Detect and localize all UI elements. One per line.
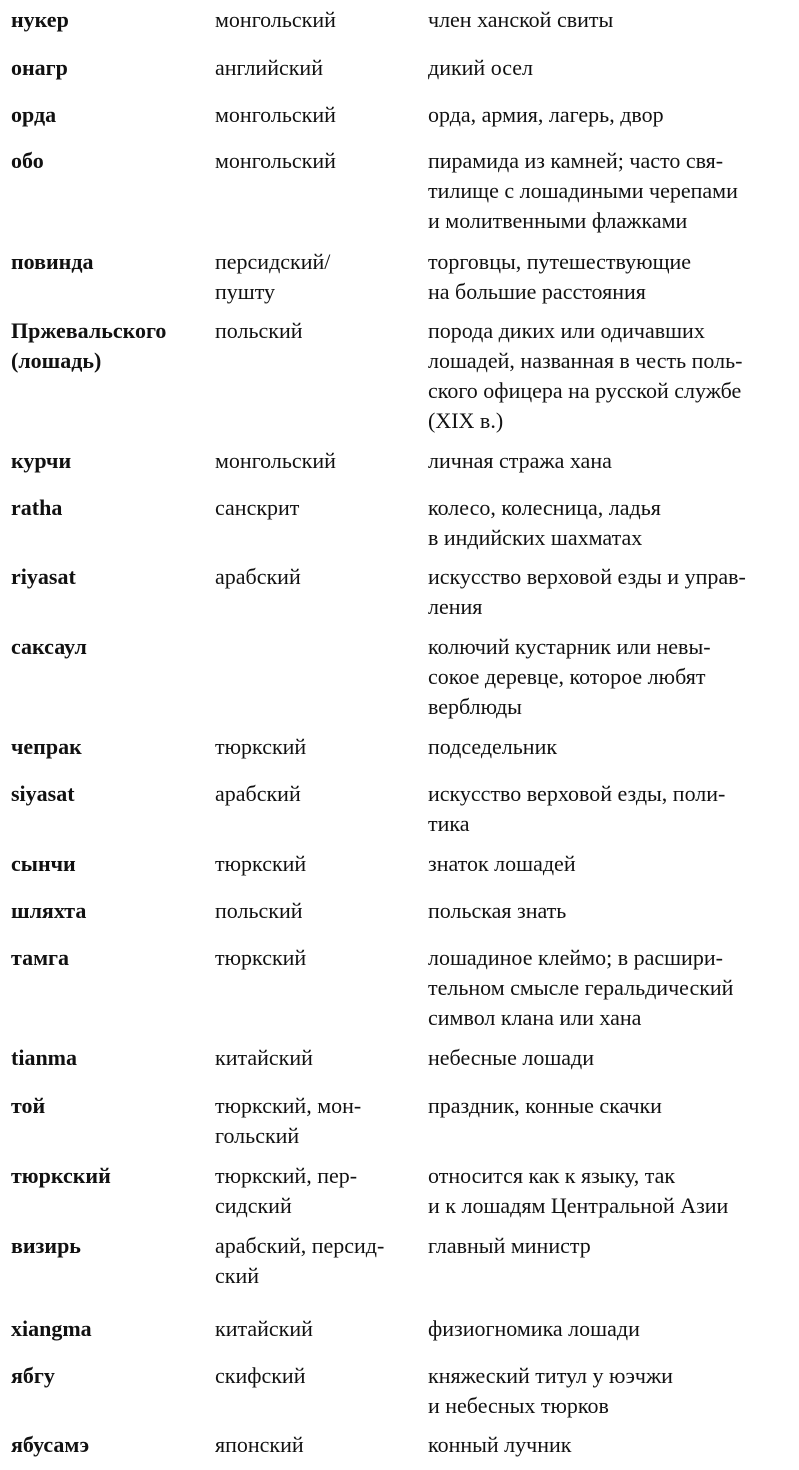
glossary-row	[11, 562, 791, 622]
definition: искусство верховой езды и управ- ления	[428, 564, 746, 619]
definition: порода диких или одичавших лошадей, названная в честь поль- ского офицера на русской службе (XIX в.)	[428, 318, 743, 433]
definition: польская знать	[428, 898, 567, 923]
term: сынчи	[11, 851, 76, 876]
language: арабский	[215, 781, 301, 806]
language: санскрит	[215, 495, 300, 520]
glossary-row	[11, 1231, 791, 1291]
definition: княжеский титул у юэчжи и небесных тюрков	[428, 1363, 673, 1418]
language: тюркский, мон- гольский	[215, 1093, 362, 1148]
language: тюркский	[215, 945, 307, 970]
definition: торговцы, путешествующие на большие расстояния	[428, 249, 692, 304]
definition: колесо, колесница, ладья в индийских шахматах	[428, 495, 661, 550]
glossary-row	[11, 943, 791, 1033]
language: арабский	[215, 564, 301, 589]
glossary-row	[11, 493, 791, 553]
term: онагр	[11, 55, 68, 80]
definition: член ханской свиты	[428, 7, 614, 32]
language: персидский/ пушту	[215, 249, 331, 304]
language: английский	[215, 55, 323, 80]
term: tianma	[11, 1045, 77, 1070]
glossary-row	[11, 53, 791, 83]
glossary-row	[11, 100, 791, 130]
definition: физиогномика лошади	[428, 1316, 640, 1341]
term: нукер	[11, 7, 69, 32]
language: монгольский	[215, 102, 336, 127]
glossary-row	[11, 632, 791, 722]
definition: праздник, конные скачки	[428, 1093, 662, 1118]
term: xiangma	[11, 1316, 92, 1341]
definition: главный министр	[428, 1233, 591, 1258]
glossary-row	[11, 849, 791, 879]
term: чепрак	[11, 734, 82, 759]
definition: небесные лошади	[428, 1045, 594, 1070]
glossary-row	[11, 896, 791, 926]
glossary-row	[11, 779, 791, 839]
definition: конный лучник	[428, 1432, 572, 1457]
definition: знаток лошадей	[428, 851, 576, 876]
term: курчи	[11, 448, 72, 473]
term: повинда	[11, 249, 94, 274]
definition: лошадиное клеймо; в расшири- тельном смысле геральдический символ клана или хана	[428, 945, 734, 1030]
definition: относится как к языку, так и к лошадям Центральной Азии	[428, 1163, 729, 1218]
term: тюркский	[11, 1163, 111, 1188]
definition: пирамида из камней; часто свя- тилище с лошадиными черепами и молитвенными флажками	[428, 148, 738, 233]
term: той	[11, 1093, 46, 1118]
language: тюркский, пер- сидский	[215, 1163, 358, 1218]
language: японский	[215, 1432, 304, 1457]
language: монгольский	[215, 148, 336, 173]
glossary-row	[11, 1043, 791, 1073]
glossary-row	[11, 1091, 791, 1151]
glossary-row	[11, 1430, 791, 1460]
language: монгольский	[215, 448, 336, 473]
glossary-row	[11, 732, 791, 762]
language: китайский	[215, 1316, 313, 1341]
language: китайский	[215, 1045, 313, 1070]
language	[215, 632, 428, 722]
language: арабский, персид- ский	[215, 1233, 385, 1288]
definition: подседельник	[428, 734, 558, 759]
glossary-row	[11, 5, 791, 35]
language: тюркский	[215, 734, 307, 759]
glossary-row	[11, 316, 791, 436]
language: тюркский	[215, 851, 307, 876]
definition: орда, армия, лагерь, двор	[428, 102, 664, 127]
glossary-row	[11, 1361, 791, 1421]
glossary-row	[11, 1161, 791, 1221]
language: польский	[215, 898, 303, 923]
definition: искусство верховой езды, поли- тика	[428, 781, 726, 836]
glossary-row	[11, 446, 791, 476]
language: польский	[215, 318, 303, 343]
definition: дикий осел	[428, 55, 534, 80]
term: саксаул	[11, 634, 87, 659]
term: ябгу	[11, 1363, 55, 1388]
glossary-row	[11, 247, 791, 307]
definition: личная стража хана	[428, 448, 612, 473]
glossary-row	[11, 1314, 791, 1344]
language: монгольский	[215, 7, 336, 32]
term: siyasat	[11, 781, 75, 806]
language: скифский	[215, 1363, 306, 1388]
glossary-row	[11, 146, 791, 236]
term: ябусамэ	[11, 1432, 90, 1457]
term: riyasat	[11, 564, 76, 589]
term: ratha	[11, 495, 63, 520]
term: визирь	[11, 1233, 81, 1258]
term: шляхта	[11, 898, 87, 923]
term: тамга	[11, 945, 70, 970]
definition: колючий кустарник или невы- сокое деревце, которое любят верблюды	[428, 634, 711, 719]
term: орда	[11, 102, 57, 127]
term: обо	[11, 148, 44, 173]
term: Пржевальского (лошадь)	[11, 318, 167, 373]
